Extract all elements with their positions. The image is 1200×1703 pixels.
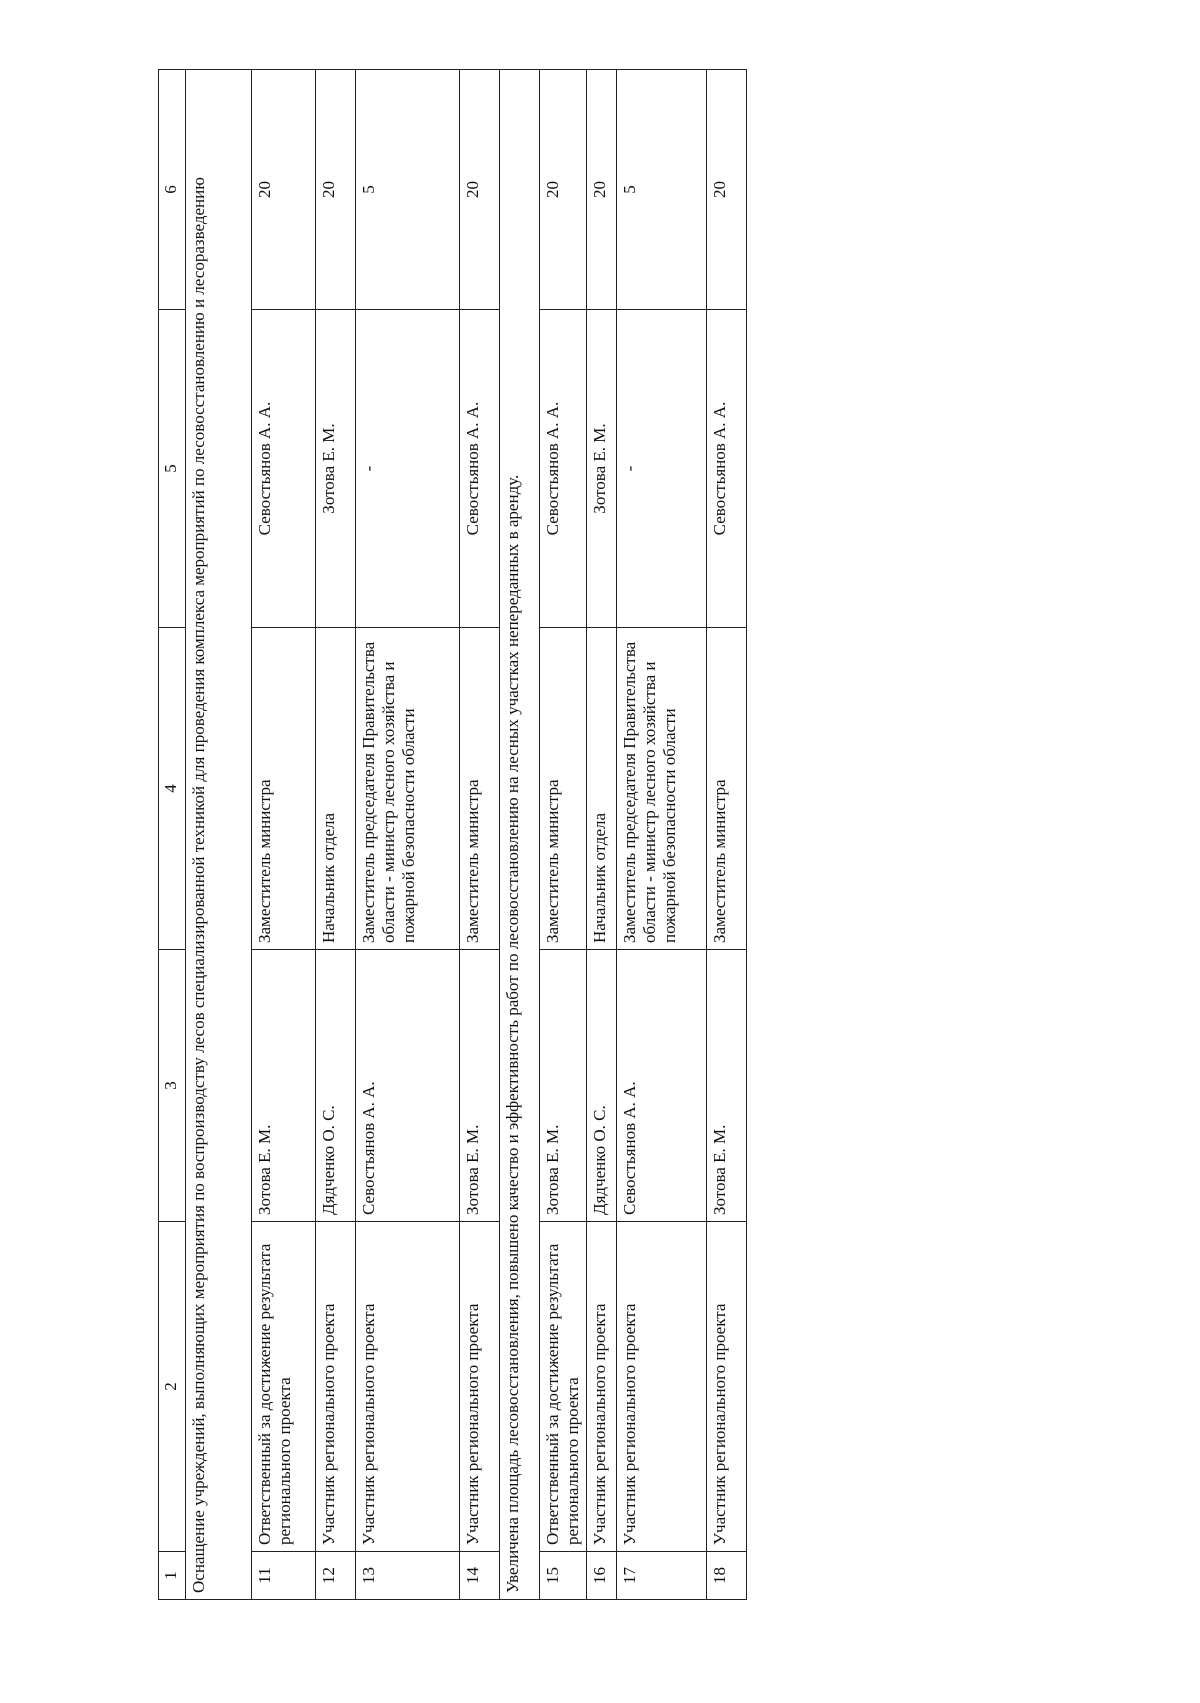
role-cell: Ответственный за достижение результата регионального проекта [252,1222,316,1552]
section-title: Увеличена площадь лесовосстановления, повышено качество и эффективность работ по лесовосстановлению на лесных участках непереданных в аренду. [500,70,540,1600]
row-number: 18 [707,1552,747,1600]
supervisor-cell: Севостьянов А. А. [707,310,747,628]
rotated-table-container [158,70,820,1600]
row-number: 14 [460,1552,500,1600]
section-title: Оснащение учреждений, выполняющих мероприятия по воспроизводству лесов специализированной техникой для проведения комплекса мероприятий по лесовосстановлению и лесоразведению [186,70,252,1600]
person-cell: Зотова Е. М. [707,950,747,1222]
position-cell: Начальник отдела [316,628,356,950]
table-row [356,70,460,1600]
person-cell: Севостьянов А. А. [356,950,460,1222]
role-cell: Участник регионального проекта [356,1222,460,1552]
share-cell: 20 [707,70,747,310]
supervisor-cell: Зотова Е. М. [587,310,617,628]
share-cell: 20 [252,70,316,310]
row-number: 15 [540,1552,587,1600]
column-number: 4 [159,628,186,950]
column-number: 1 [159,1552,186,1600]
table-row [587,70,617,1600]
share-cell: 20 [316,70,356,310]
table-row [316,70,356,1600]
share-cell: 5 [356,70,460,310]
share-cell: 20 [460,70,500,310]
row-number: 13 [356,1552,460,1600]
person-cell: Дядченко О. С. [587,950,617,1222]
row-number: 11 [252,1552,316,1600]
table-row [540,70,587,1600]
person-cell: Севостьянов А. А. [617,950,707,1222]
role-cell: Участник регионального проекта [707,1222,747,1552]
position-cell: Заместитель министра [460,628,500,950]
participants-table [158,69,747,1600]
share-cell: 20 [587,70,617,310]
column-number-row [159,70,186,1600]
supervisor-cell: Севостьянов А. А. [460,310,500,628]
table-row [252,70,316,1600]
role-cell: Участник регионального проекта [460,1222,500,1552]
position-cell: Заместитель председателя Правительства области - министр лесного хозяйства и пожарной безопасности области [356,628,460,950]
share-cell: 5 [617,70,707,310]
position-cell: Начальник отдела [587,628,617,950]
position-cell: Заместитель министра [540,628,587,950]
column-number: 6 [159,70,186,310]
column-number: 2 [159,1222,186,1552]
person-cell: Дядченко О. С. [316,950,356,1222]
row-number: 17 [617,1552,707,1600]
person-cell: Зотова Е. М. [460,950,500,1222]
position-cell: Заместитель председателя Правительства области - министр лесного хозяйства и пожарной безопасности области [617,628,707,950]
section-row [500,70,540,1600]
position-cell: Заместитель министра [252,628,316,950]
role-cell: Участник регионального проекта [316,1222,356,1552]
role-cell: Участник регионального проекта [617,1222,707,1552]
role-cell: Участник регионального проекта [587,1222,617,1552]
supervisor-cell: - [617,310,707,628]
column-number: 3 [159,950,186,1222]
person-cell: Зотова Е. М. [540,950,587,1222]
supervisor-cell: Севостьянов А. А. [540,310,587,628]
share-cell: 20 [540,70,587,310]
column-number: 5 [159,310,186,628]
supervisor-cell: Зотова Е. М. [316,310,356,628]
table-row [460,70,500,1600]
section-row [186,70,252,1600]
supervisor-cell: Севостьянов А. А. [252,310,316,628]
table-row [617,70,707,1600]
row-number: 12 [316,1552,356,1600]
row-number: 16 [587,1552,617,1600]
person-cell: Зотова Е. М. [252,950,316,1222]
position-cell: Заместитель министра [707,628,747,950]
table-row [707,70,747,1600]
role-cell: Ответственный за достижение результата регионального проекта [540,1222,587,1552]
supervisor-cell: - [356,310,460,628]
